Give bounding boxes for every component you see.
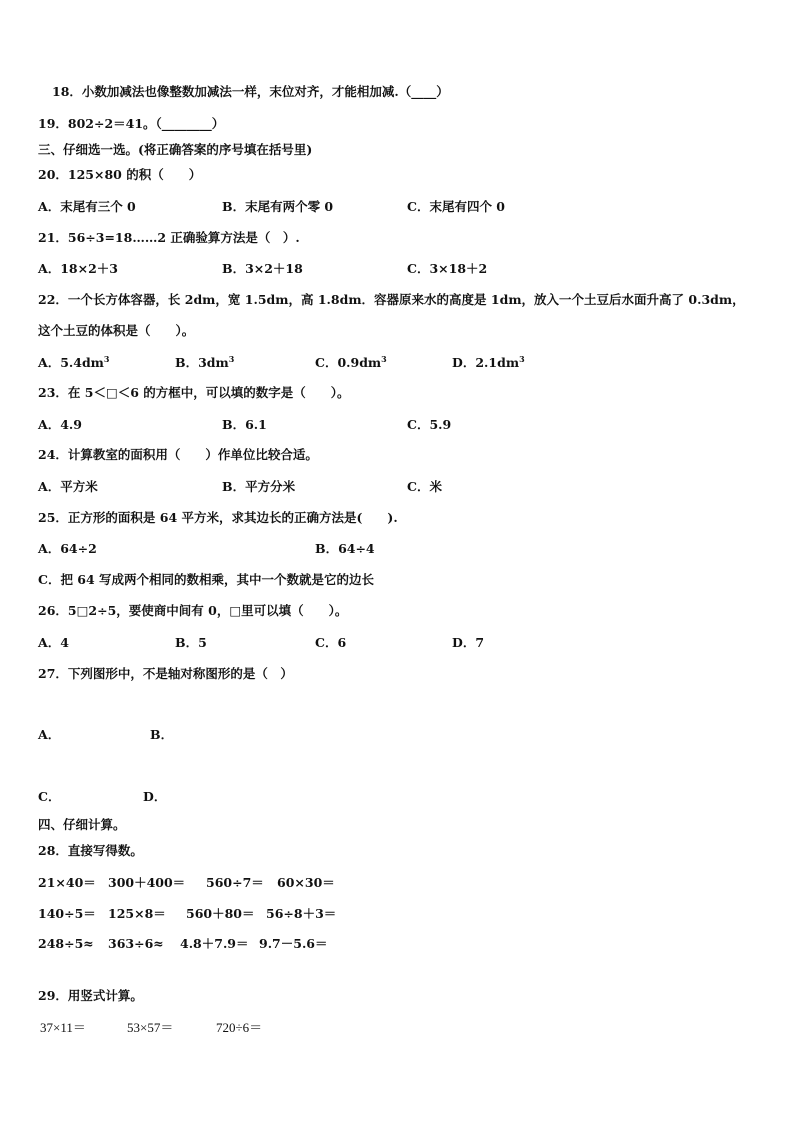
q21-option-b: B．3×2＋18 [222,261,303,276]
q24-option-a: A．平方米 [38,479,98,494]
q25-option-c: C．把 64 写成两个相同的数相乘，其中一个数就是它的边长 [38,572,375,587]
question-20: 20．125×80 的积（ ） [38,167,202,182]
q23-option-a: A．4.9 [38,417,82,432]
q22-option-a [38,355,110,371]
section-3-heading: 三、仔细选一选。(将正确答案的序号填在括号里) [38,142,313,157]
q22-option-b-sup: 3 [228,353,235,364]
q28-row-1-item-1: 21×40＝ [38,875,96,890]
q20-option-a: A．末尾有三个 0 [38,199,136,214]
q28-row-1-item-4: 60×30＝ [277,875,335,890]
q27-option-b: B． [150,727,174,742]
q26-option-a: A．4 [38,635,69,650]
q27-option-a: A． [38,727,61,742]
q28-row-2-item-1: 140÷5＝ [38,906,96,921]
question-27: 27．下列图形中，不是轴对称图形的是（ ） [38,666,293,681]
q22-option-d-sup: 3 [519,353,525,364]
question-23: 23．在 5＜□＜6 的方框中，可以填的数字是（ ）。 [38,385,350,400]
q25-option-b: B．64÷4 [315,541,375,556]
q22-option-a-text: A．5.4dm [38,355,104,370]
q29-item-3: 720÷6＝ [216,1020,263,1035]
q22-option-d-text: D．2.1dm [452,355,520,370]
q22-option-a-sup: 3 [103,353,110,364]
q22-option-c-text: C．0.9dm [315,355,382,370]
q26-option-c: C．6 [315,635,347,650]
question-22-line2: 这个土豆的体积是（ ）。 [38,323,195,338]
q29-item-1: 37×11＝ [40,1020,86,1035]
q20-option-c: C．末尾有四个 0 [407,199,505,214]
question-29: 29．用竖式计算。 [38,988,143,1003]
q28-row-3-item-3: 4.8＋7.9＝ [180,936,249,951]
question-25: 25．正方形的面积是 64 平方米，求其边长的正确方法是( ). [38,510,398,525]
q28-row-3-item-1: 248÷5≈ [38,936,94,951]
q20-option-b: B．末尾有两个零 0 [222,199,334,214]
question-21: 21．56÷3=18……2 正确验算方法是（ ）. [38,230,300,245]
question-28: 28．直接写得数。 [38,843,143,858]
q28-row-2-item-2: 125×8＝ [108,906,166,921]
section-4-heading: 四、仔细计算。 [38,817,126,832]
q28-row-2-item-4: 56÷8＋3＝ [266,906,337,921]
q22-option-c-sup: 3 [381,353,387,364]
question-19: 19．802÷2＝41。（________） [38,116,225,131]
q28-row-1-item-2: 300＋400＝ [108,875,186,890]
question-26: 26．5□2÷5，要使商中间有 0，□里可以填（ ）。 [38,603,348,618]
q29-item-2: 53×57＝ [127,1020,174,1035]
q26-option-b: B．5 [175,635,207,650]
q28-row-3-item-2: 363÷6≈ [108,936,164,951]
q27-option-c: C． [38,789,61,804]
question-18: 18．小数加减法也像整数加减法一样，末位对齐，才能相加减.（____） [52,84,449,99]
q28-row-1-item-3: 560÷7＝ [206,875,264,890]
q22-option-c [315,355,387,371]
q24-option-b: B．平方分米 [222,479,296,494]
q21-option-c: C．3×18＋2 [407,261,488,276]
question-22-line1: 22．一个长方体容器，长 2dm，宽 1.5dm，高 1.8dm．容器原来水的高度是 1dm，放入一个土豆后水面升高了 0.3dm， [38,292,745,307]
q21-option-a: A．18×2＋3 [38,261,118,276]
q25-option-a: A．64÷2 [38,541,97,556]
q27-option-d: D． [143,789,167,804]
q23-option-c: C．5.9 [407,417,452,432]
q28-row-2-item-3: 560＋80＝ [186,906,255,921]
q22-option-b-text: B．3dm [175,355,229,370]
q26-option-d: D．7 [452,635,485,650]
q22-option-d [452,355,525,371]
q24-option-c: C．米 [407,479,442,494]
q23-option-b: B．6.1 [222,417,267,432]
q28-row-3-item-4: 9.7－5.6＝ [259,936,328,951]
question-24: 24．计算教室的面积用（ ）作单位比较合适。 [38,447,318,462]
q22-option-b [175,355,234,371]
